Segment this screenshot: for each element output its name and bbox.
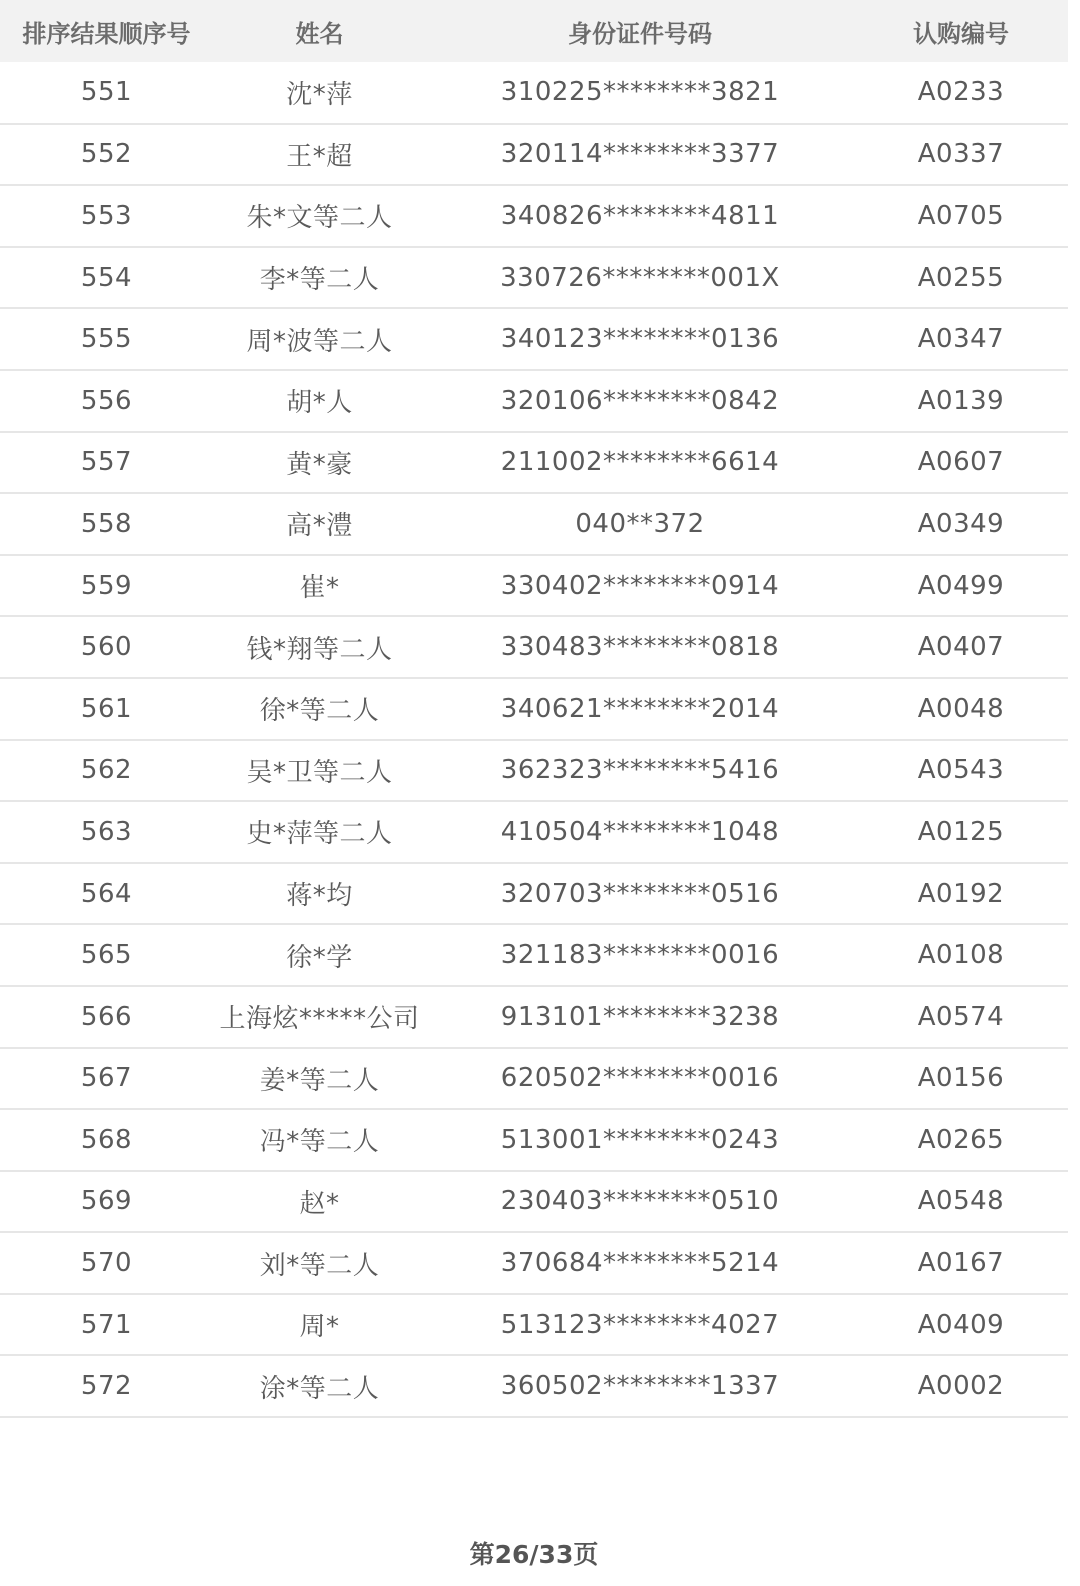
cell-name: 上海炫*****公司 — [213, 986, 426, 1048]
cell-subscription-number: A0265 — [854, 1109, 1068, 1171]
cell-sequence: 554 — [0, 247, 213, 309]
cell-name: 蒋*均 — [213, 863, 426, 925]
table-row — [0, 185, 1068, 247]
cell-subscription-number: A0349 — [854, 493, 1068, 555]
cell-sequence: 564 — [0, 863, 213, 925]
cell-id-number: 513123********4027 — [426, 1294, 854, 1356]
cell-sequence: 569 — [0, 1171, 213, 1233]
table-row — [0, 924, 1068, 986]
cell-sequence: 551 — [0, 62, 213, 124]
page-number: 第26/33页 — [469, 1540, 599, 1569]
cell-sequence: 560 — [0, 616, 213, 678]
cell-subscription-number: A0167 — [854, 1232, 1068, 1294]
table-row — [0, 370, 1068, 432]
cell-subscription-number: A0607 — [854, 432, 1068, 494]
cell-name: 高*澧 — [213, 493, 426, 555]
cell-subscription-number: A0233 — [854, 62, 1068, 124]
table-row — [0, 62, 1068, 124]
cell-sequence: 571 — [0, 1294, 213, 1356]
cell-name: 徐*等二人 — [213, 678, 426, 740]
cell-sequence: 555 — [0, 308, 213, 370]
table-row — [0, 308, 1068, 370]
table-row — [0, 1294, 1068, 1356]
cell-name: 胡*人 — [213, 370, 426, 432]
cell-id-number: 320106********0842 — [426, 370, 854, 432]
cell-sequence: 572 — [0, 1355, 213, 1417]
cell-subscription-number: A0543 — [854, 740, 1068, 802]
cell-sequence: 556 — [0, 370, 213, 432]
cell-name: 王*超 — [213, 124, 426, 186]
cell-id-number: 410504********1048 — [426, 801, 854, 863]
table-row — [0, 124, 1068, 186]
table-body — [0, 62, 1068, 1417]
table-row — [0, 1355, 1068, 1417]
cell-id-number: 340826********4811 — [426, 185, 854, 247]
table-row — [0, 1232, 1068, 1294]
cell-name: 冯*等二人 — [213, 1109, 426, 1171]
cell-subscription-number: A0192 — [854, 863, 1068, 925]
cell-subscription-number: A0255 — [854, 247, 1068, 309]
cell-name: 崔* — [213, 555, 426, 617]
cell-name: 沈*萍 — [213, 62, 426, 124]
cell-sequence: 558 — [0, 493, 213, 555]
cell-sequence: 568 — [0, 1109, 213, 1171]
cell-id-number: 913101********3238 — [426, 986, 854, 1048]
cell-name: 赵* — [213, 1171, 426, 1233]
table-row — [0, 616, 1068, 678]
table-row — [0, 863, 1068, 925]
cell-id-number: 362323********5416 — [426, 740, 854, 802]
table-row — [0, 1048, 1068, 1110]
cell-name: 姜*等二人 — [213, 1048, 426, 1110]
cell-name: 朱*文等二人 — [213, 185, 426, 247]
table-row — [0, 740, 1068, 802]
cell-name: 吴*卫等二人 — [213, 740, 426, 802]
table-row — [0, 247, 1068, 309]
cell-id-number: 340123********0136 — [426, 308, 854, 370]
cell-sequence: 552 — [0, 124, 213, 186]
cell-sequence: 570 — [0, 1232, 213, 1294]
cell-subscription-number: A0407 — [854, 616, 1068, 678]
cell-subscription-number: A0002 — [854, 1355, 1068, 1417]
cell-name: 涂*等二人 — [213, 1355, 426, 1417]
cell-id-number: 040**372 — [426, 493, 854, 555]
table-row — [0, 432, 1068, 494]
cell-subscription-number: A0705 — [854, 185, 1068, 247]
header-row — [0, 0, 1068, 62]
cell-subscription-number: A0337 — [854, 124, 1068, 186]
cell-sequence: 566 — [0, 986, 213, 1048]
cell-name: 周* — [213, 1294, 426, 1356]
cell-name: 徐*学 — [213, 924, 426, 986]
cell-subscription-number: A0574 — [854, 986, 1068, 1048]
cell-subscription-number: A0139 — [854, 370, 1068, 432]
cell-subscription-number: A0048 — [854, 678, 1068, 740]
header-sequence: 排序结果顺序号 — [22, 19, 191, 48]
cell-id-number: 620502********0016 — [426, 1048, 854, 1110]
table-row — [0, 678, 1068, 740]
cell-sequence: 561 — [0, 678, 213, 740]
cell-sequence: 557 — [0, 432, 213, 494]
table-header — [0, 0, 1068, 62]
cell-id-number: 320703********0516 — [426, 863, 854, 925]
cell-subscription-number: A0548 — [854, 1171, 1068, 1233]
cell-id-number: 321183********0016 — [426, 924, 854, 986]
cell-id-number: 330726********001X — [426, 247, 854, 309]
cell-id-number: 513001********0243 — [426, 1109, 854, 1171]
table-row — [0, 555, 1068, 617]
cell-id-number: 211002********6614 — [426, 432, 854, 494]
cell-subscription-number: A0499 — [854, 555, 1068, 617]
cell-id-number: 340621********2014 — [426, 678, 854, 740]
cell-name: 周*波等二人 — [213, 308, 426, 370]
cell-subscription-number: A0108 — [854, 924, 1068, 986]
table-row — [0, 493, 1068, 555]
cell-sequence: 567 — [0, 1048, 213, 1110]
cell-sequence: 565 — [0, 924, 213, 986]
cell-sequence: 559 — [0, 555, 213, 617]
cell-sequence: 562 — [0, 740, 213, 802]
cell-id-number: 310225********3821 — [426, 62, 854, 124]
cell-sequence: 553 — [0, 185, 213, 247]
cell-name: 刘*等二人 — [213, 1232, 426, 1294]
header-subscription-number: 认购编号 — [913, 19, 1009, 48]
cell-id-number: 330402********0914 — [426, 555, 854, 617]
table-row — [0, 1109, 1068, 1171]
cell-id-number: 230403********0510 — [426, 1171, 854, 1233]
cell-id-number: 330483********0818 — [426, 616, 854, 678]
cell-sequence: 563 — [0, 801, 213, 863]
cell-name: 李*等二人 — [213, 247, 426, 309]
cell-id-number: 360502********1337 — [426, 1355, 854, 1417]
cell-id-number: 320114********3377 — [426, 124, 854, 186]
cell-name: 黄*豪 — [213, 432, 426, 494]
table-row — [0, 1171, 1068, 1233]
cell-subscription-number: A0156 — [854, 1048, 1068, 1110]
cell-subscription-number: A0409 — [854, 1294, 1068, 1356]
cell-id-number: 370684********5214 — [426, 1232, 854, 1294]
header-name: 姓名 — [295, 19, 344, 48]
cell-subscription-number: A0125 — [854, 801, 1068, 863]
cell-subscription-number: A0347 — [854, 308, 1068, 370]
table-row — [0, 986, 1068, 1048]
table-row — [0, 801, 1068, 863]
header-id-number: 身份证件号码 — [568, 19, 712, 48]
cell-name: 钱*翔等二人 — [213, 616, 426, 678]
cell-name: 史*萍等二人 — [213, 801, 426, 863]
